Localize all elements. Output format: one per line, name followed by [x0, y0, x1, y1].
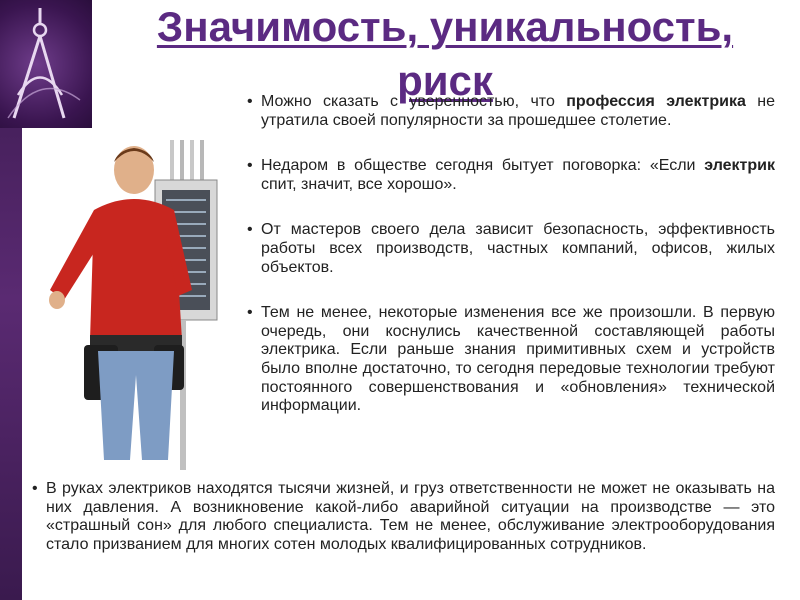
bullet-1-text: Можно сказать с уверенностью, что: [261, 93, 567, 110]
bullet-2: [245, 157, 775, 194]
bottom-bullet-text: В руках электриков находятся тысячи жизней, и груз ответственности не может не оказывать на них давления. А возникновение какой-либо аварийной ситуации на производстве — это «страшный сон» для любого специалиста. Тем не менее, обслуживание электрооборудования стало призванием для многих сотен молодых квалифицированных сотрудников.: [46, 480, 775, 553]
main-bullet-list: [245, 93, 775, 443]
bullet-1-bold: профессия электрика: [566, 93, 746, 110]
bullet-1-text-end: не утратила своей популярности за прошедшее столетие.: [261, 93, 776, 129]
drafting-compass-icon: [0, 0, 92, 128]
bullet-4: [245, 304, 775, 416]
bottom-bullet-list: [30, 480, 775, 554]
bullet-3: [245, 221, 775, 277]
bullet-2-bold: электрик: [704, 157, 775, 175]
bottom-bullet: [30, 480, 775, 554]
compass-logo: [0, 0, 92, 128]
bullet-2-text-end: спит, значит, все хорошо».: [261, 175, 457, 193]
bullet-4-text: Тем не менее, некоторые изменения все же произошли. В первую очередь, они коснулись качественной составляющей работы электрика. Если раньше знания примитивных схем и устройств было вполне достаточно, то сегодня передовые технологии требуют постоянного совершенствования и «обновления» технической информации.: [261, 304, 775, 415]
bullet-3-text: От мастеров своего дела зависит безопасность, эффективность работы всех производств, частных компаний, офисов, жилых объектов.: [261, 221, 775, 276]
bullet-2-text: Недаром в обществе сегодня бытует поговорка: «Если: [261, 157, 705, 175]
title-line-2: риск: [397, 57, 493, 104]
page-title: [95, 0, 795, 108]
electrician-illustration: [42, 140, 232, 460]
title-line-1: Значимость, уникальность,: [156, 3, 734, 50]
bullet-1: [245, 93, 775, 130]
